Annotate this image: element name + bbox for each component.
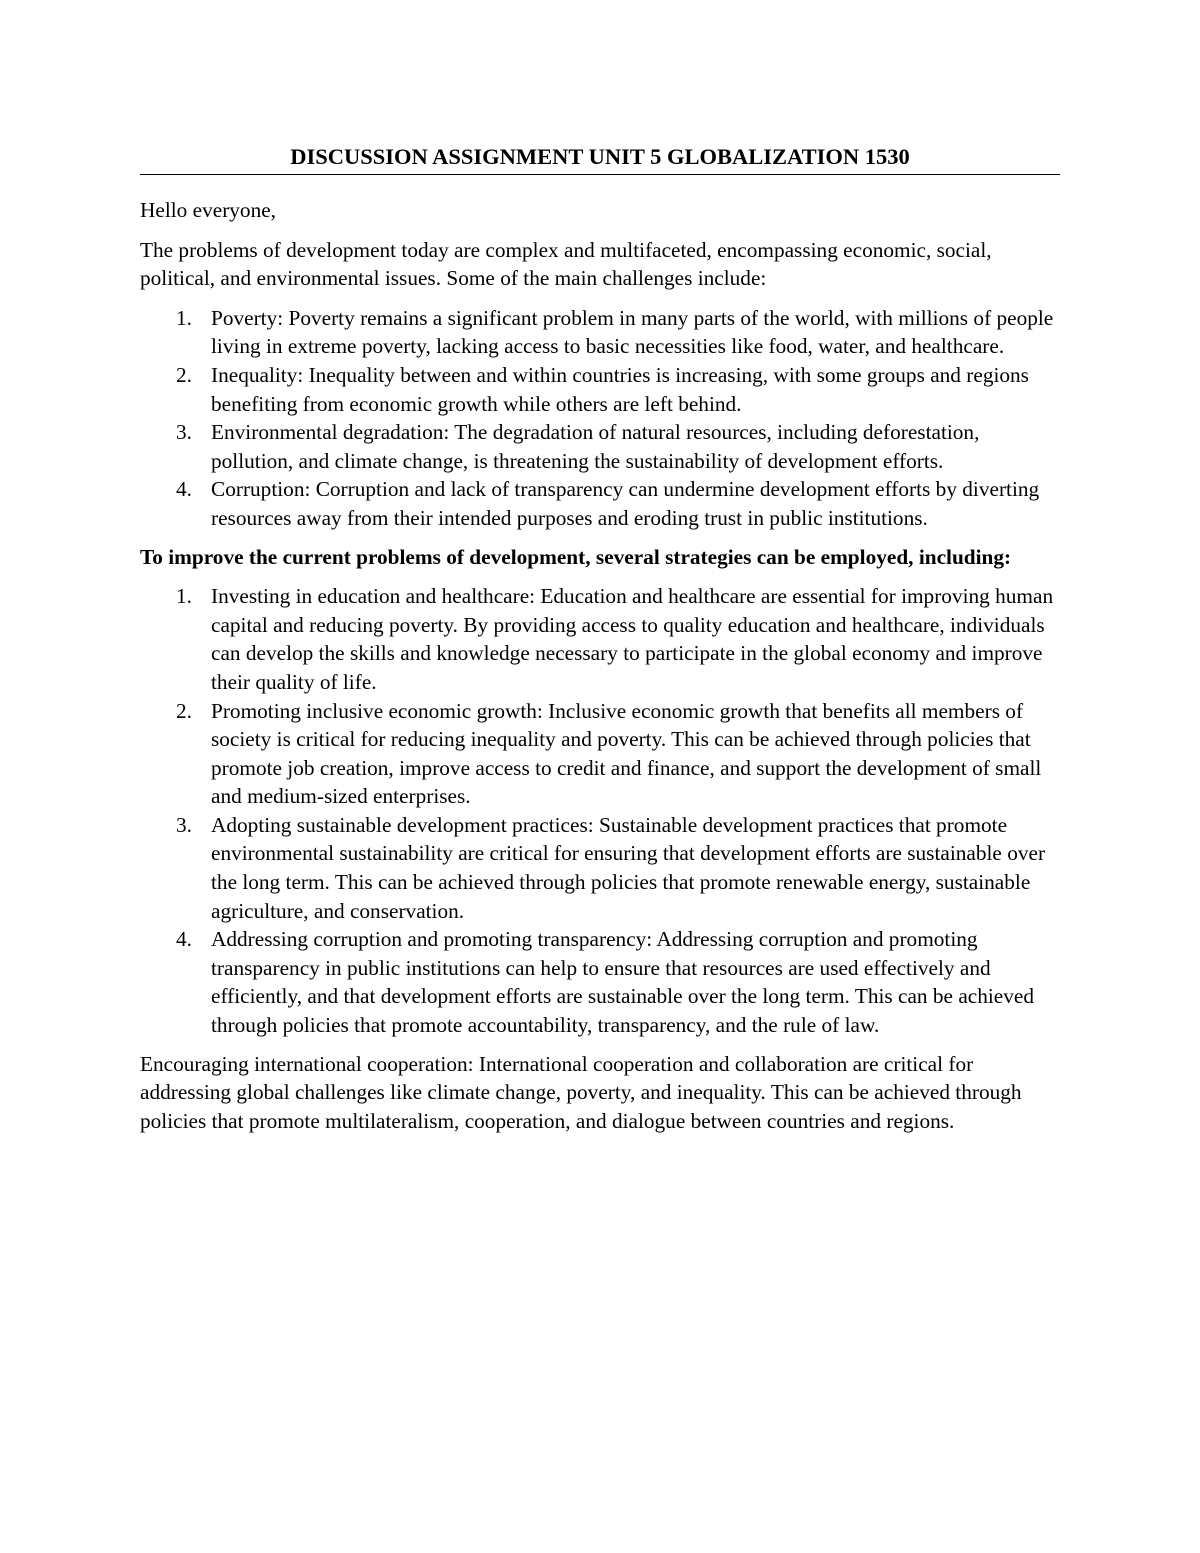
list-item bbox=[140, 697, 1060, 811]
list-number: 4. bbox=[176, 477, 192, 502]
list-item-text: Inequality: Inequality between and within countries is increasing, with some groups and regions benefiting from economic growth while others are left behind. bbox=[211, 362, 1029, 416]
list-item bbox=[140, 925, 1060, 1039]
list-number: 2. bbox=[176, 698, 192, 723]
strategies-heading: To improve the current problems of development, several strategies can be employed, including: bbox=[140, 544, 1012, 569]
list-number: 1. bbox=[176, 584, 192, 609]
strategies-list bbox=[140, 582, 1060, 1040]
list-item-text: Corruption: Corruption and lack of transparency can undermine development efforts by diverting resources away from their intended purposes and eroding trust in public institutions. bbox=[211, 477, 1040, 530]
list-item bbox=[140, 418, 1060, 475]
document-page bbox=[140, 143, 1060, 1135]
list-number: 3. bbox=[176, 812, 192, 837]
closing-paragraph: Encouraging international cooperation: International cooperation and collaboration are critical for addressing global challenges like climate change, poverty, and inequality. This can be achieved through policies that promote multilateralism, cooperation, and dialogue between countries and regions. bbox=[140, 1051, 1022, 1133]
list-item-text: Poverty: Poverty remains a significant problem in many parts of the world, with millions of people living in extreme poverty, lacking access to basic necessities like food, water, and healthcare. bbox=[211, 305, 1054, 359]
list-item bbox=[140, 582, 1060, 696]
challenges-list bbox=[140, 304, 1060, 533]
list-item-text: Adopting sustainable development practices: Sustainable development practices that promote environmental sustainability are critical for ensuring that development efforts are sustainable over the long term. This can be achieved through policies that promote renewable energy, sustainable agriculture, and conservation. bbox=[211, 812, 1046, 923]
list-number: 1. bbox=[176, 305, 192, 330]
list-item-text: Investing in education and healthcare: Education and healthcare are essential for improving human capital and reducing poverty. By providing access to quality education and healthcare, individuals can develop the skills and knowledge necessary to participate in the global economy and improve their quality of life. bbox=[211, 584, 1054, 694]
list-number: 2. bbox=[176, 362, 192, 387]
list-item bbox=[140, 304, 1060, 361]
intro-paragraph: The problems of development today are complex and multifaceted, encompassing economic, social, political, and environmental issues. Some of the main challenges include: bbox=[140, 237, 992, 291]
document-title: DISCUSSION ASSIGNMENT UNIT 5 GLOBALIZATION 1530 bbox=[140, 143, 1060, 175]
list-number: 3. bbox=[176, 420, 192, 445]
list-item bbox=[140, 475, 1060, 532]
list-item bbox=[140, 811, 1060, 925]
list-item-text: Environmental degradation: The degradation of natural resources, including deforestation, pollution, and climate change, is threatening the sustainability of development efforts. bbox=[211, 420, 980, 473]
list-item bbox=[140, 361, 1060, 418]
list-item-text: Addressing corruption and promoting transparency: Addressing corruption and promoting transparency in public institutions can help to ensure that resources are used effectively and efficiently, and that development efforts are sustainable over the long term. This can be achieved through policies that promote accountability, transparency, and the rule of law. bbox=[211, 927, 1034, 1038]
list-number: 4. bbox=[176, 927, 192, 952]
greeting: Hello everyone, bbox=[140, 198, 277, 222]
list-item-text: Promoting inclusive economic growth: Inclusive economic growth that benefits all members of society is critical for reducing inequality and poverty. This can be achieved through policies that promote job creation, improve access to credit and finance, and support the development of small and medium-sized enterprises. bbox=[211, 698, 1042, 809]
